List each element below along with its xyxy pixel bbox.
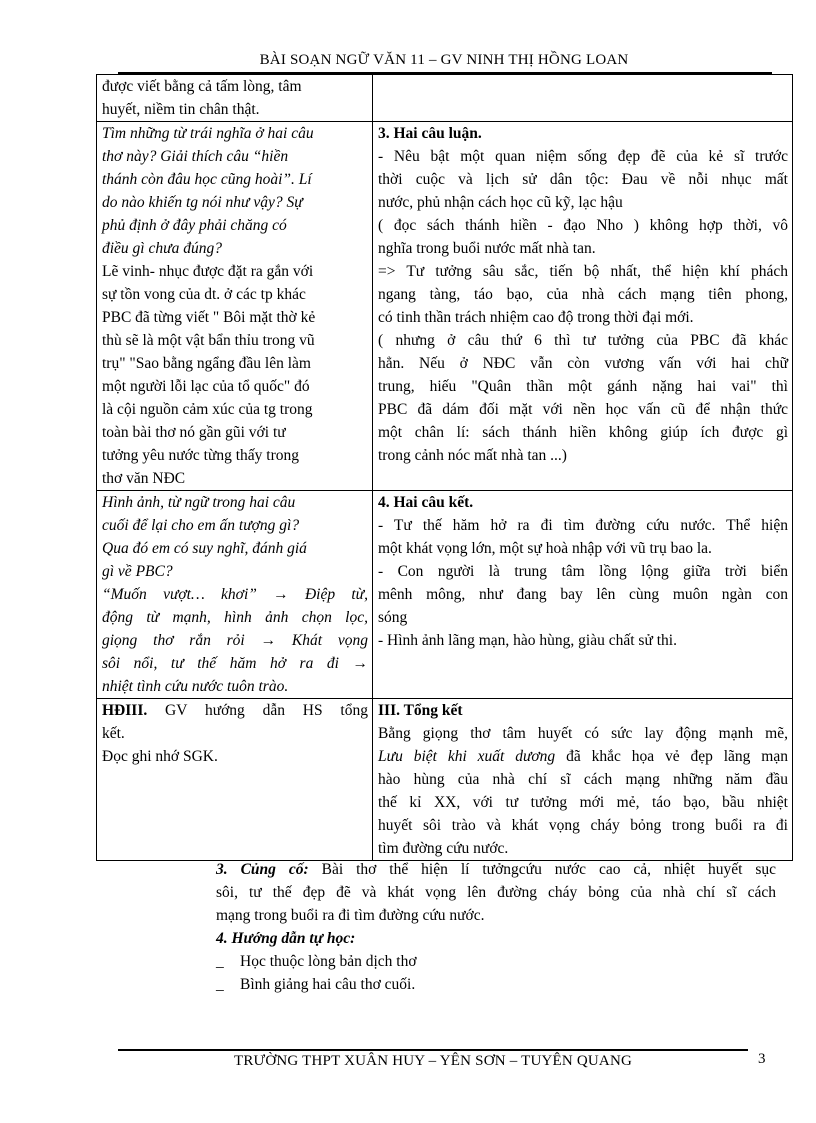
answer-line: nhiệt tình cứu nước tuôn trào. bbox=[102, 678, 289, 695]
consolidation-line: mạng trong buổi ra đi tìm đường cứu nước. bbox=[216, 907, 485, 924]
table-row bbox=[97, 491, 793, 699]
question-line: cuối để lại cho em ấn tượng gì? bbox=[102, 517, 300, 534]
page-footer: TRƯỜNG THPT XUÂN HUY – YÊN SƠN – TUYÊN QUANG bbox=[233, 1053, 633, 1069]
row3-right-cell bbox=[373, 699, 793, 861]
content-line: - Con người là trung tâm lồng lộng giữa trời biển bbox=[378, 563, 788, 580]
answer-line: sôi nổi, tư thế hăm hở ra đi → bbox=[102, 655, 368, 672]
poem-title: Lưu biệt khi xuất dương bbox=[378, 748, 556, 765]
footer-rule bbox=[118, 1049, 748, 1051]
row2-left-cell bbox=[97, 491, 373, 699]
self-study-label: 4. Hướng dẫn tự học: bbox=[216, 930, 356, 947]
question-line: Qua đó em có suy nghĩ, đánh giá bbox=[102, 540, 307, 557]
answer-line: thơ văn NĐC bbox=[102, 470, 186, 487]
dash-bullet-icon: _ bbox=[216, 953, 224, 970]
lesson-wrapup bbox=[216, 858, 776, 996]
question-line: gì về PBC? bbox=[102, 563, 173, 580]
activity-label: HĐIII. bbox=[102, 702, 148, 719]
consolidation-text: Bài thơ thể hiện lí tưởngcứu nước cao cả, nhiệt huyết sục bbox=[308, 861, 776, 878]
answer-line: giọng thơ rắn rỏi → Khát vọng bbox=[102, 632, 368, 649]
lesson-table bbox=[96, 74, 793, 861]
content-line: hẳn. Nếu ở NĐC vẫn còn vương vấn với hai chữ bbox=[378, 355, 788, 372]
content-line: - Nêu bật một quan niệm sống đẹp đẽ của kẻ sĩ trước bbox=[378, 148, 788, 165]
row0-left-cell bbox=[97, 75, 373, 122]
answer-line: Lẽ vinh- nhục được đặt ra gắn với bbox=[102, 263, 314, 280]
activity-line bbox=[102, 699, 368, 722]
content-line: một khát vọng lớn, một sự hoà nhập với vũ trụ bao la. bbox=[378, 540, 712, 557]
table-row bbox=[97, 122, 793, 491]
dash-bullet-icon: _ bbox=[216, 976, 224, 993]
row1-right-cell bbox=[373, 122, 793, 491]
activity-line: kết. bbox=[102, 725, 125, 742]
table-row bbox=[97, 75, 793, 122]
answer-line: trụ" "Sao bằng ngẩng đầu lên làm bbox=[102, 355, 311, 372]
content-line: - Hình ảnh lãng mạn, hào hùng, giàu chất sử thi. bbox=[378, 632, 677, 649]
question-line: điều gì chưa đúng? bbox=[102, 240, 222, 257]
content-text: đã khắc họa vẻ đẹp lãng mạn bbox=[555, 748, 788, 765]
consolidation-label: 3. Củng cố: bbox=[216, 861, 309, 878]
answer-line: sự tồn vong của dt. ở các tp khác bbox=[102, 286, 306, 303]
question-line: thơ này? Giải thích câu “hiền bbox=[102, 148, 289, 165]
row3-left-cell bbox=[97, 699, 373, 861]
content-line: huyết sôi trào và khát vọng cháy bỏng trong buổi ra đi bbox=[378, 817, 788, 834]
answer-line: động từ mạnh, hình ảnh chọn lọc, bbox=[102, 609, 368, 626]
content-line: ( đọc sách thánh hiền - đạo Nho ) không hợp thời, vô bbox=[378, 217, 788, 234]
list-item bbox=[216, 973, 776, 996]
section-heading: 4. Hai câu kết. bbox=[378, 494, 474, 511]
row2-right-cell bbox=[373, 491, 793, 699]
section-heading: III. Tổng kết bbox=[378, 702, 463, 719]
row1-left-cell bbox=[97, 122, 373, 491]
answer-line: tưởng yêu nước từng thấy trong bbox=[102, 447, 299, 464]
activity-text: GV hướng dẫn HS tổng bbox=[165, 702, 368, 719]
question-line: Hình ảnh, từ ngữ trong hai câu bbox=[102, 494, 296, 511]
content-line: trung, hiếu "Quân thần một gánh nặng hai vai" thì bbox=[378, 378, 788, 395]
row0-left-line: huyết, niềm tin chân thật. bbox=[102, 101, 260, 118]
page-header: BÀI SOẠN NGỮ VĂN 11 – GV NINH THỊ HỒNG LOAN bbox=[259, 52, 629, 68]
content-line: - Tư thế hăm hở ra đi tìm đường cứu nước. Thể hiện bbox=[378, 517, 788, 534]
activity-line: Đọc ghi nhớ SGK. bbox=[102, 748, 218, 765]
content-line: => Tư tưởng sâu sắc, tiến bộ nhất, thể hiện khí phách bbox=[378, 263, 788, 280]
question-line: Tìm những từ trái nghĩa ở hai câu bbox=[102, 125, 314, 142]
page-number: 3 bbox=[758, 1051, 766, 1067]
answer-line: thù sẽ là một vật bẩn thỉu trong vũ bbox=[102, 332, 315, 349]
content-line: có tinh thần trách nhiệm cao độ trong thời đại mới. bbox=[378, 309, 694, 326]
row0-right-cell bbox=[373, 75, 793, 122]
content-line: nghĩa trong buổi nước mất nhà tan. bbox=[378, 240, 596, 257]
content-line: trong cảnh nóc mất nhà tan ...) bbox=[378, 447, 567, 464]
content-line: mênh mông, như đang bay lên cùng muôn ngàn con bbox=[378, 586, 788, 603]
section-heading: 3. Hai câu luận. bbox=[378, 125, 482, 142]
list-item bbox=[216, 950, 776, 973]
row0-left-line: được viết bằng cả tấm lòng, tâm bbox=[102, 78, 302, 95]
list-item-text: Học thuộc lòng bản dịch thơ bbox=[240, 953, 417, 970]
question-line: do nào khiến tg nói như vậy? Sự bbox=[102, 194, 303, 211]
content-line: ( nhưng ở câu thứ 6 thì tư tưởng của PBC đã khác bbox=[378, 332, 788, 349]
consolidation-line bbox=[216, 858, 776, 881]
consolidation-line: sôi, tư thế đẹp đẽ và khát vọng lên đường cháy bỏng của nhà chí sĩ cách bbox=[216, 884, 776, 901]
answer-line: là cội nguồn cảm xúc của tg trong bbox=[102, 401, 313, 418]
answer-line: toàn bài thơ nó gần gũi với tư bbox=[102, 424, 286, 441]
content-line: nước, phủ nhận cách học cũ kỹ, lạc hậu bbox=[378, 194, 623, 211]
content-line: ngang tàng, táo bạo, của nhà cách mạng tiên phong, bbox=[378, 286, 788, 303]
content-line: thời cuộc và lịch sử dân tộc: Đau về nỗi nhục mất bbox=[378, 171, 788, 188]
content-line bbox=[378, 745, 788, 768]
content-line: hào hùng của nhà chí sĩ cách mạng những năm đầu bbox=[378, 771, 788, 788]
answer-line: “Muốn vượt… khơi” → Điệp từ, bbox=[102, 586, 368, 603]
question-line: thánh còn đâu học cũng hoài”. Lí bbox=[102, 171, 312, 188]
content-line: một chân lí: sách thánh hiền không giúp ích được gì bbox=[378, 424, 788, 441]
content-line: tìm đường cứu nước. bbox=[378, 840, 509, 857]
table-row bbox=[97, 699, 793, 861]
content-line: Bằng giọng thơ tâm huyết có sức lay động mạnh mẽ, bbox=[378, 725, 788, 742]
answer-line: PBC đã từng viết " Bôi mặt thờ kẻ bbox=[102, 309, 316, 326]
question-line: phủ định ở đây phải chăng có bbox=[102, 217, 287, 234]
content-line: thế kỉ XX, với tư tưởng mới mẻ, táo bạo, bầu nhiệt bbox=[378, 794, 788, 811]
list-item-text: Bình giảng hai câu thơ cuối. bbox=[240, 976, 416, 993]
content-line: sóng bbox=[378, 609, 408, 626]
content-line: PBC đã dám đối mặt với nền học vấn cũ để nhận thức bbox=[378, 401, 788, 418]
answer-line: một người lỗi lạc của tổ quốc" đó bbox=[102, 378, 310, 395]
